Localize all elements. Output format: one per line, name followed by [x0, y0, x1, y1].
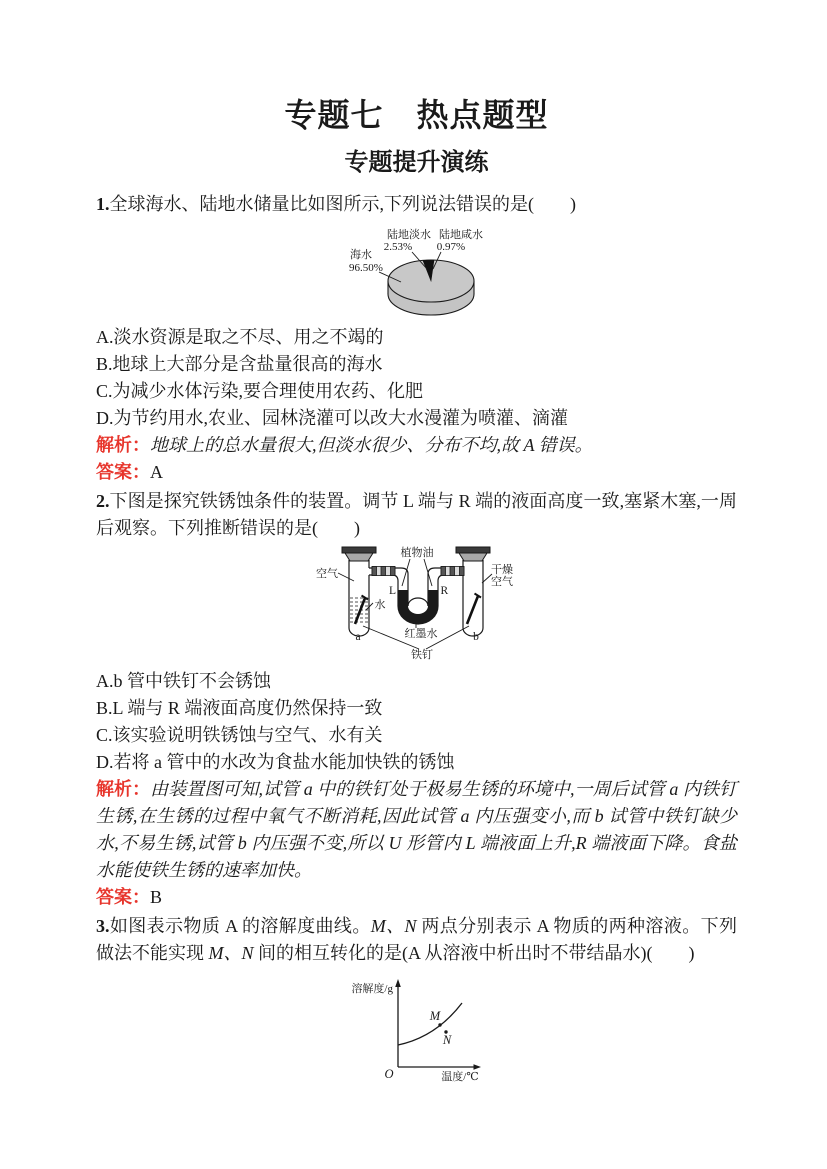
q3-number: 3.: [96, 916, 110, 936]
q2-option-d: D.若将 a 管中的水改为食盐水能加快铁的锈蚀: [96, 752, 455, 772]
q1-analysis-text: 地球上的总水量很大,但淡水很少、分布不均,故 A 错误。: [150, 435, 593, 455]
pie-label-fresh: 陆地淡水: [387, 229, 431, 241]
label-L-mark: L: [388, 585, 396, 597]
label-tube-b: b: [473, 631, 479, 643]
iron-nail-b: [467, 594, 481, 625]
point-m-dot: [438, 1023, 441, 1026]
q3-stem-p2: 两点分别表示 A 物质的两种溶液。下列做法不能实现: [96, 916, 737, 963]
q2-answer-label: 答案：: [96, 887, 150, 907]
label-iron-nail: 铁钉: [411, 649, 433, 661]
q3-stem-p1: 如图表示物质 A 的溶解度曲线。: [109, 916, 371, 936]
tube-clamps: [372, 567, 464, 576]
y-axis-arrow: [395, 979, 401, 987]
label-air: 空气: [316, 568, 338, 580]
label-red-ink: 红墨水: [404, 628, 438, 640]
q3-stem: [96, 913, 737, 967]
q1-option-d: D.为节约用水,农业、园林浇灌可以改大水漫灌为喷灌、滴灌: [96, 408, 568, 428]
q1-answer-value: A: [150, 462, 163, 482]
label-dry-air-2: 空气: [491, 576, 513, 588]
page-subtitle: 专题提升演练: [344, 149, 489, 176]
q2-apparatus-figure: [295, 544, 737, 666]
q3-stem-mn2: M、N: [208, 943, 254, 963]
q1-number: 1.: [96, 194, 110, 214]
rust-experiment-apparatus: [295, 544, 525, 666]
label-water: 水: [374, 599, 386, 611]
q1-answer-label: 答案：: [96, 462, 150, 482]
page-title: 专题七 热点题型: [284, 97, 549, 133]
q2-stem: [96, 488, 737, 542]
label-R-mark: R: [440, 585, 449, 597]
q1-analysis-label: 解析：: [96, 435, 150, 455]
label-dry-air-1: 干燥: [491, 564, 513, 576]
x-axis-arrow: [474, 1064, 482, 1069]
water-storage-pie-chart: [324, 224, 504, 322]
q3-stem-mn1: M、N: [370, 916, 417, 936]
q1-option-a: A.淡水资源是取之不尽、用之不竭的: [96, 327, 384, 347]
q1-pie-figure: [324, 224, 737, 322]
pie-label-salt: 陆地咸水: [439, 229, 483, 241]
worksheet-content: [96, 93, 737, 1085]
graph-xlabel: 温度/℃: [441, 1071, 479, 1083]
q1-answer-row: [96, 459, 737, 486]
pie-label-salt-pct: 0.97%: [436, 241, 466, 253]
graph-origin: O: [384, 1067, 394, 1081]
q1-option-b: B.地球上大部分是含盐量很高的海水: [96, 354, 383, 374]
solubility-curve-graph: [330, 973, 490, 1085]
pie-label-sea: 海水: [350, 249, 372, 261]
graph-ylabel: 溶解度/g: [351, 983, 393, 995]
q2-stem-text: 下图是探究铁锈蚀条件的装置。调节 L 端与 R 端的液面高度一致,塞紧木塞,一周后观察。下列推断错误的是( ): [96, 491, 737, 538]
q2-answer-value: B: [150, 887, 163, 907]
q2-option-c: C.该实验说明铁锈蚀与空气、水有关: [96, 725, 383, 745]
graph-point-n-label: N: [442, 1033, 452, 1047]
q2-option-b: B.L 端与 R 端液面高度仍然保持一致: [96, 698, 383, 718]
q2-analysis-text: 由装置图可知,试管 a 中的铁钉处于极易生锈的环境中,一周后试管 a 内铁钉生锈,在生锈的过程中氧气不断消耗,因此试管 a 内压强变小,而 b 试管中铁钉缺少水,不易生锈,试管 b 内压强不变,所以 U 形管内 L 端液面上升,R 端液面下降。食盐水能使铁生锈的速率加快。: [96, 779, 738, 880]
q1-stem: [96, 191, 737, 218]
pie-label-sea-pct: 96.50%: [349, 262, 383, 274]
q1-option-c: C.为减少水体污染,要合理使用农药、化肥: [96, 381, 424, 401]
q2-analysis-row: [96, 776, 737, 884]
q2-number: 2.: [96, 491, 110, 511]
label-tube-a: a: [355, 631, 361, 643]
q1-analysis-row: [96, 432, 737, 459]
q2-analysis-label: 解析：: [96, 779, 151, 799]
pie-label-fresh-pct: 2.53%: [383, 241, 413, 253]
graph-point-m-label: M: [429, 1009, 441, 1023]
q3-stem-p3: 间的相互转化的是(A 从溶液中析出时不带结晶水)( ): [253, 943, 695, 963]
q2-option-a: A.b 管中铁钉不会锈蚀: [96, 671, 271, 691]
q2-answer-row: [96, 884, 737, 911]
q1-stem-text: 全球海水、陆地水储量比如图所示,下列说法错误的是( ): [109, 194, 576, 214]
label-vegetable-oil: 植物油: [400, 547, 434, 559]
q3-graph-figure: [330, 973, 737, 1085]
